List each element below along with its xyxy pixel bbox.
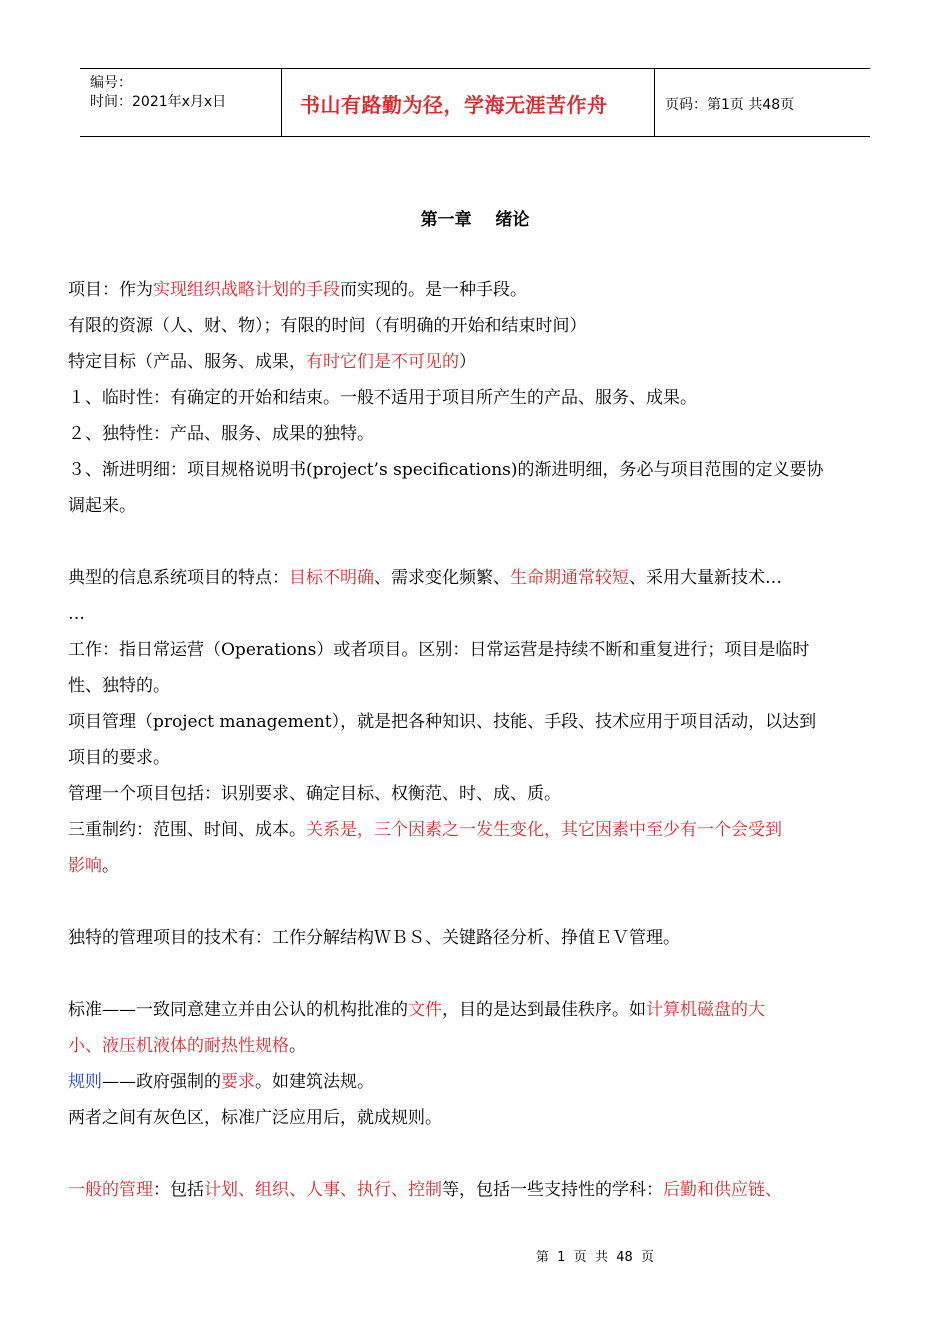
- highlight-run: 有时它们是不可见的: [306, 352, 459, 372]
- highlight-run: 计划、组织、人事、执行、控制: [204, 1180, 442, 1200]
- text-line: 工作：指日常运营（Operations）或者项目。区别：日常运营是持续不断和重复进行；项目是临时: [68, 640, 810, 660]
- text-line: 项目的要求。: [68, 748, 170, 768]
- text-run: 。: [289, 1036, 306, 1056]
- text-line: 项目管理（project management），就是把各种知识、技能、手段、技术应用于项目活动，以达到: [68, 712, 817, 732]
- highlight-run: 文件: [408, 1000, 442, 1020]
- paragraph-regulation: [68, 1064, 886, 1100]
- paragraph-unique: ２、独特性：产品、服务、成果的独特。: [68, 424, 374, 444]
- highlight-run: 影响: [68, 856, 102, 876]
- text-run: 。: [102, 856, 119, 876]
- text-run: ）: [459, 352, 476, 372]
- text-run: …: [68, 604, 85, 624]
- text-run: 标准——一致同意建立并由公认的机构批准的: [68, 1000, 408, 1020]
- text-run: ——政府强制的: [102, 1072, 221, 1092]
- document-body: [68, 272, 886, 1208]
- highlight-run: 一般的管理: [68, 1180, 153, 1200]
- paragraph-limited-resources: 有限的资源（人、财、物）；有限的时间（有明确的开始和结束时间）: [68, 316, 587, 336]
- text-run: 而实现的。是一种手段。: [340, 280, 527, 300]
- paragraph-specific-goals: [68, 344, 886, 380]
- paragraph-gray-area: 两者之间有灰色区，标准广泛应用后，就成规则。: [68, 1108, 442, 1128]
- highlight-run: 要求: [221, 1072, 255, 1092]
- page-header: [80, 68, 870, 137]
- paragraph-is-project-features: [68, 560, 886, 632]
- paragraph-general-management: [68, 1172, 886, 1208]
- text-run: 项目：作为: [68, 280, 153, 300]
- page-footer: 第 1 页 共 48 页: [535, 1250, 655, 1265]
- highlight-run: 关系是，三个因素之一发生变化，其它因素中至少有一个会受到: [306, 820, 782, 840]
- highlight-run: 生命期通常较短: [510, 568, 629, 588]
- chapter-title: 第一章 绪论: [420, 210, 530, 230]
- text-run: 典型的信息系统项目的特点：: [68, 568, 289, 588]
- blue-run: 规则: [68, 1072, 102, 1092]
- highlight-run: 后勤和供应链、: [663, 1180, 782, 1200]
- header-page-cell: [655, 69, 870, 136]
- text-run: ，目的是达到最佳秩序。如: [442, 1000, 646, 1020]
- text-line: 调起来。: [68, 496, 136, 516]
- motto: 书山有路勤为径，学海无涯苦作舟: [300, 93, 608, 117]
- paragraph-project-definition: [68, 272, 886, 308]
- time-label: 时间：2021年x月x日: [90, 94, 227, 110]
- text-line: ３、渐进明细：项目规格说明书(project’s specifications)的渐进明细，务必与项目范围的定义要协: [68, 460, 824, 480]
- header-motto-cell: [282, 69, 655, 136]
- text-run: 等，包括一些支持性的学科：: [442, 1180, 663, 1200]
- highlight-run: 实现组织战略计划的手段: [153, 280, 340, 300]
- text-run: 。如建筑法规。: [255, 1072, 374, 1092]
- paragraph-managing-project: 管理一个项目包括：识别要求、确定目标、权衡范、时、成、质。: [68, 784, 561, 804]
- paragraph-standard: [68, 992, 886, 1064]
- header-meta-cell: [80, 69, 282, 136]
- text-run: 特定目标（产品、服务、成果，: [68, 352, 306, 372]
- paragraph-techniques: 独特的管理项目的技术有：工作分解结构ＷＢＳ、关键路径分析、挣值ＥＶ管理。: [68, 928, 680, 948]
- text-run: 三重制约：范围、时间、成本。: [68, 820, 306, 840]
- text-run: 、需求变化频繁、: [374, 568, 510, 588]
- paragraph-temporary: １、临时性：有确定的开始和结束。一般不适用于项目所产生的产品、服务、成果。: [68, 388, 697, 408]
- header-page-info: 页码：第1页 共48页: [665, 97, 795, 113]
- number-label: 编号：: [90, 75, 132, 91]
- paragraph-work: [68, 632, 886, 704]
- paragraph-progressive-elaboration: [68, 452, 886, 524]
- text-run: ：包括: [153, 1180, 204, 1200]
- highlight-run: 计算机磁盘的大: [646, 1000, 765, 1020]
- highlight-run: 小、液压机液体的耐热性规格: [68, 1036, 289, 1056]
- text-line: 性、独特的。: [68, 676, 170, 696]
- text-run: 、采用大量新技术…: [629, 568, 782, 588]
- highlight-run: 目标不明确: [289, 568, 374, 588]
- paragraph-project-management: [68, 704, 886, 776]
- paragraph-triple-constraint: [68, 812, 886, 884]
